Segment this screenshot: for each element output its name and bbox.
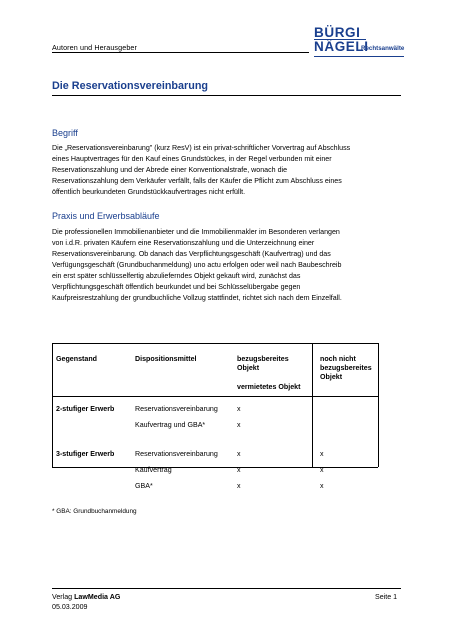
table-header-noch-nicht-bezugsbereit: bezugsbereites <box>320 364 372 372</box>
buergi-naegeli-logo <box>314 25 404 59</box>
table-header-bezugsbereit: bezugsbereites <box>237 355 289 363</box>
paragraph-line: Kaufpreisrestzahlung der grundbuchliche Vollzug stattfindet, richtet sich nach dem Einzelfall. <box>52 294 342 302</box>
paragraph-line: Die „Reservationsvereinbarung" (kurz ResV) ist ein privat-schriftlicher Vorvertrag auf Abschluss <box>52 144 351 152</box>
table-header-noch-nicht-objekt: Objekt <box>320 373 343 381</box>
logo-underline <box>314 56 404 57</box>
table-cell-mark: x <box>237 405 241 413</box>
table-cell-mark: x <box>237 466 241 474</box>
paragraph-line: Reservationszahlung dem Verkäufer verfällt, falls der Käufer die Pflicht zum Abschluss eines <box>52 177 342 185</box>
section-paragraph-begriff <box>52 143 404 198</box>
header-divider <box>52 52 309 53</box>
table-cell-mark: x <box>237 421 241 429</box>
paragraph-line: eines Hauptvertrages für den Kauf eines Grundstückes, in der Regel verbunden mit einer <box>52 155 332 163</box>
paragraph-line: Verfügungsgeschäft (Grundbuchanmeldung) uno actu erfolgen oder weil nach Baubeschreib <box>52 261 342 269</box>
table-cell-mittel: Kaufvertrag und GBA* <box>135 421 206 429</box>
table-cell-mark: x <box>320 450 324 458</box>
table-header-divider <box>52 396 378 397</box>
section-paragraph-praxis <box>52 227 404 304</box>
paragraph-line: öffentlich beurkundeten Grundstückkaufvertrages nicht erfüllt. <box>52 188 246 196</box>
table-header-dispositionsmittel: Dispositionsmittel <box>135 355 197 363</box>
table-cell-mittel: GBA* <box>135 482 153 490</box>
table-cell-mittel: Kaufvertrag <box>135 466 172 474</box>
table-column-divider <box>312 343 313 467</box>
footer-publisher-prefix: Verlag <box>52 593 75 601</box>
paragraph-line: ein erst später schlüsselfertig abzulieferndes Objekt gekauft wird, zunächst das <box>52 272 301 280</box>
paragraph-line: von i.d.R. privaten Käufern eine Reservationszahlung und die Unterzeichnung einer <box>52 239 315 247</box>
logo-line-3: Rechtsanwälte <box>361 45 405 52</box>
table-cell-mark: x <box>320 466 324 474</box>
paragraph-line: Reservationsvereinbarung. Ob danach das Verpflichtungsgeschäft (Kaufvertrag) und das <box>52 250 331 258</box>
paragraph-line: Reservationszahlung und der Abrede einer Konventionalstrafe, wonach die <box>52 166 288 174</box>
table-cell-mittel: Reservationsvereinbarung <box>135 405 218 413</box>
title-rule <box>52 95 401 96</box>
table-cell-mark: x <box>320 482 324 490</box>
paragraph-line: Verpflichtungsgeschäft öffentlich beurkundet und bei Schlüsselübergabe gegen <box>52 283 301 291</box>
footer-date: 05.03.2009 <box>52 603 88 611</box>
logo-line-1: BÜRGI <box>314 25 361 40</box>
section-heading-begriff: Begriff <box>52 128 78 138</box>
table-border-top <box>52 343 378 344</box>
logo-line-2: NÄGELI <box>314 39 369 54</box>
table-cell-mark: x <box>237 482 241 490</box>
footnote: * GBA: Grundbuchanmeldung <box>52 508 137 515</box>
table-cell-gegenstand: 2-stufiger Erwerb <box>56 405 115 413</box>
table-border-right <box>378 343 379 467</box>
header-authors-text: Autoren und Herausgeber <box>52 43 138 52</box>
table-cell-mark: x <box>237 450 241 458</box>
table-header-bezugsbereit-objekt: Objekt <box>237 364 260 372</box>
table-border-bottom <box>52 467 378 468</box>
table-cell-gegenstand: 3-stufiger Erwerb <box>56 450 115 458</box>
paragraph-line: Die professionellen Immobilienanbieter und die Immobilienmakler im Besonderen verlangen <box>52 228 340 236</box>
table-header-gegenstand: Gegenstand <box>56 355 97 363</box>
footer-rule <box>52 588 401 589</box>
footer-publisher <box>52 593 120 601</box>
table-cell-mittel: Reservationsvereinbarung <box>135 450 218 458</box>
table-border-left <box>52 343 53 467</box>
footer-page-number: Seite 1 <box>375 593 398 601</box>
table-header-noch-nicht: noch nicht <box>320 355 356 363</box>
section-heading-praxis: Praxis und Erwerbsabläufe <box>52 211 160 221</box>
page-title: Die Reservationsvereinbarung <box>52 80 209 92</box>
table-header-vermietet: vermietetes Objekt <box>237 383 301 391</box>
footer-publisher-name: LawMedia AG <box>74 593 121 601</box>
